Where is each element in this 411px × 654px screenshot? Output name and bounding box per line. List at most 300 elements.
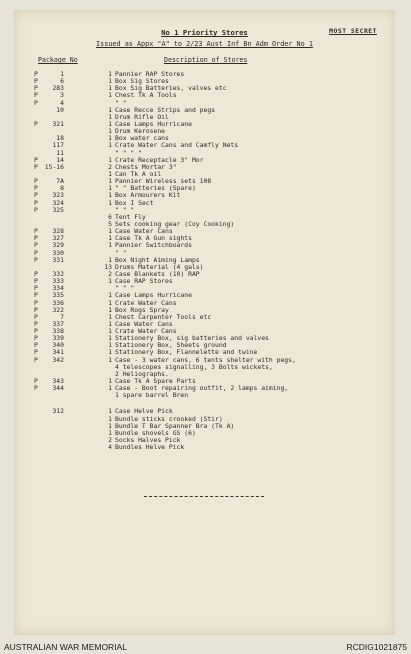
quantity: 2 bbox=[108, 162, 112, 171]
package-prefix: P bbox=[34, 84, 38, 93]
package-prefix bbox=[34, 392, 42, 399]
spacer bbox=[70, 221, 104, 228]
package-number: 15-16 bbox=[44, 162, 64, 171]
package-prefix: P bbox=[34, 384, 38, 393]
quantity: 1 bbox=[108, 341, 112, 350]
item-description: Case Lamps Hurricane bbox=[115, 292, 192, 300]
archive-reference: RCDIG1021875 bbox=[346, 641, 407, 652]
item-description: Pannier Switchboards bbox=[115, 242, 192, 250]
stores-row bbox=[34, 250, 379, 257]
item-description: Drum Kerosene bbox=[115, 128, 166, 136]
package-prefix: P bbox=[34, 312, 38, 321]
item-description: Case Helve Pick bbox=[115, 408, 173, 416]
stores-row bbox=[34, 100, 379, 107]
quantity: 1 bbox=[108, 177, 112, 186]
item-description: Case Lamps Hurricane bbox=[115, 120, 192, 128]
package-prefix: P bbox=[34, 348, 38, 357]
package-number bbox=[42, 444, 70, 451]
quantity: 1 bbox=[108, 234, 112, 243]
stores-row bbox=[34, 342, 379, 349]
stores-row bbox=[34, 114, 379, 121]
quantity bbox=[104, 364, 115, 371]
stores-row bbox=[34, 200, 379, 207]
package-number: 1 bbox=[60, 70, 64, 78]
item-description: Pannier RAP Stores bbox=[115, 71, 185, 78]
package-prefix: P bbox=[34, 319, 38, 328]
stores-row bbox=[34, 378, 379, 385]
package-prefix bbox=[34, 408, 42, 415]
package-prefix: P bbox=[34, 177, 38, 186]
package-prefix: P bbox=[34, 227, 38, 236]
closing-rule bbox=[144, 496, 264, 497]
spacer bbox=[70, 142, 104, 149]
package-number: 11 bbox=[56, 148, 64, 157]
package-prefix: P bbox=[34, 241, 38, 250]
quantity: 2 bbox=[108, 269, 112, 278]
item-description: Case RAP Stores bbox=[115, 278, 173, 286]
stores-row bbox=[34, 121, 379, 128]
spacer bbox=[70, 171, 104, 178]
section-gap bbox=[34, 399, 379, 408]
column-header-description: Description of Stores bbox=[164, 56, 248, 64]
stores-row bbox=[34, 423, 379, 430]
spacer bbox=[70, 235, 104, 242]
item-description: 2 Heliographs. bbox=[115, 370, 169, 378]
package-number: 6 bbox=[60, 77, 64, 86]
stores-row bbox=[34, 314, 379, 321]
item-description: Box water cans bbox=[115, 135, 169, 143]
quantity: 1 bbox=[108, 428, 112, 437]
item-description: Stationery Box, Sheets ground bbox=[115, 342, 227, 350]
spacer bbox=[70, 107, 104, 114]
stores-row bbox=[34, 85, 379, 92]
archive-name: AUSTRALIAN WAR MEMORIAL bbox=[4, 641, 127, 652]
package-prefix bbox=[34, 416, 42, 423]
quantity: 1 bbox=[108, 377, 112, 386]
spacer bbox=[70, 242, 104, 249]
package-prefix: P bbox=[34, 277, 38, 286]
package-prefix: P bbox=[34, 327, 38, 336]
stores-row bbox=[34, 178, 379, 185]
spacer bbox=[70, 335, 104, 342]
stores-row bbox=[34, 228, 379, 235]
package-number: 18 bbox=[56, 134, 64, 143]
spacer bbox=[70, 200, 104, 207]
quantity: 5 bbox=[108, 219, 112, 228]
package-prefix: P bbox=[34, 248, 38, 257]
spacer bbox=[70, 444, 104, 451]
item-description: Box Night Aiming Lamps bbox=[115, 256, 200, 264]
stores-row bbox=[34, 242, 379, 249]
spacer bbox=[70, 250, 104, 257]
spacer bbox=[70, 207, 104, 214]
package-prefix: P bbox=[34, 77, 38, 86]
package-number bbox=[42, 392, 70, 399]
stores-row bbox=[34, 430, 379, 437]
package-number: 328 bbox=[52, 227, 64, 236]
item-description: Crate Water Cans and Camfly Nets bbox=[115, 142, 239, 150]
package-number: 324 bbox=[52, 198, 64, 207]
item-description: " " bbox=[115, 249, 127, 257]
package-number: 117 bbox=[52, 141, 64, 150]
package-prefix: P bbox=[34, 162, 38, 171]
item-description: Can Tk A oil bbox=[115, 170, 162, 178]
package-prefix: P bbox=[34, 334, 38, 343]
spacer bbox=[70, 164, 104, 171]
package-number bbox=[42, 437, 70, 444]
item-description: " " " bbox=[115, 206, 135, 214]
package-prefix bbox=[34, 135, 42, 142]
package-number: 327 bbox=[52, 234, 64, 243]
spacer bbox=[70, 430, 104, 437]
package-prefix: P bbox=[34, 298, 38, 307]
quantity: 1 bbox=[108, 227, 112, 236]
stores-row bbox=[34, 335, 379, 342]
quantity: 1 bbox=[108, 127, 112, 136]
stores-row bbox=[34, 285, 379, 292]
package-number: 8 bbox=[60, 184, 64, 193]
item-description: Box I Sect bbox=[115, 199, 154, 207]
spacer bbox=[70, 114, 104, 121]
quantity: 1 bbox=[108, 119, 112, 128]
spacer bbox=[70, 423, 104, 430]
spacer bbox=[70, 264, 104, 271]
spacer bbox=[70, 85, 104, 92]
item-description: Chest Tk A Tools bbox=[115, 92, 177, 100]
spacer bbox=[70, 278, 104, 285]
spacer bbox=[70, 78, 104, 85]
package-prefix bbox=[34, 142, 42, 149]
package-number bbox=[42, 416, 70, 423]
spacer bbox=[70, 150, 104, 157]
package-prefix: P bbox=[34, 184, 38, 193]
stores-row bbox=[34, 444, 379, 451]
package-number: 339 bbox=[52, 334, 64, 343]
stores-row bbox=[34, 92, 379, 99]
stores-row bbox=[34, 214, 379, 221]
package-number: 312 bbox=[52, 407, 64, 416]
package-number: 3 bbox=[60, 91, 64, 100]
stores-row bbox=[34, 408, 379, 415]
item-description: Crate Water Cans bbox=[115, 328, 177, 336]
item-description: Case - 3 water cans, 6 tents shelter with pegs, bbox=[115, 356, 296, 364]
item-description: Case Tk A Spare Parts bbox=[115, 378, 196, 386]
package-prefix: P bbox=[34, 284, 38, 293]
package-prefix: P bbox=[34, 91, 38, 100]
item-description: Case Water Cans bbox=[115, 320, 173, 328]
package-number: 338 bbox=[52, 327, 64, 336]
stores-row bbox=[34, 185, 379, 192]
document-title: No 1 Priority Stores bbox=[161, 28, 248, 37]
quantity: 1 bbox=[108, 277, 112, 286]
spacer bbox=[70, 357, 104, 364]
item-description: Chest Carpenter Tools etc bbox=[115, 313, 212, 321]
package-prefix bbox=[34, 128, 42, 135]
package-prefix bbox=[34, 107, 42, 114]
package-prefix: P bbox=[34, 305, 38, 314]
quantity: 1 bbox=[108, 77, 112, 86]
item-description: Chests Mortar 3" bbox=[115, 163, 177, 171]
stores-row bbox=[34, 357, 379, 364]
package-number bbox=[42, 430, 70, 437]
stores-row bbox=[34, 164, 379, 171]
quantity: 1 bbox=[108, 319, 112, 328]
spacer bbox=[70, 257, 104, 264]
package-number: 332 bbox=[52, 269, 64, 278]
spacer bbox=[70, 300, 104, 307]
quantity: 1 bbox=[108, 298, 112, 307]
spacer bbox=[70, 371, 104, 378]
spacer bbox=[70, 178, 104, 185]
package-prefix: P bbox=[34, 355, 38, 364]
package-number: 336 bbox=[52, 298, 64, 307]
stores-row bbox=[34, 278, 379, 285]
stores-row bbox=[34, 292, 379, 299]
spacer bbox=[70, 349, 104, 356]
stores-row bbox=[34, 271, 379, 278]
stores-row bbox=[34, 416, 379, 423]
package-number: 331 bbox=[52, 255, 64, 264]
quantity: 1 bbox=[108, 198, 112, 207]
stores-row bbox=[34, 157, 379, 164]
package-prefix bbox=[34, 423, 42, 430]
item-description: Bundle T Bar Spanner Bra (Tk A) bbox=[115, 422, 235, 430]
spacer bbox=[70, 342, 104, 349]
item-description: Box Rogs Spray bbox=[115, 306, 169, 314]
package-prefix: P bbox=[34, 70, 38, 78]
spacer bbox=[70, 385, 104, 392]
stores-row bbox=[34, 307, 379, 314]
item-description: " " Batteries (Spare) bbox=[115, 185, 196, 193]
spacer bbox=[70, 157, 104, 164]
document-subtitle: Issued as Appx "A" to 2/23 Aust Inf Bn Adm Order No 1 bbox=[96, 40, 313, 48]
stores-row bbox=[34, 71, 379, 78]
item-description: Bundle shovels GS (6) bbox=[115, 429, 196, 437]
quantity: 1 bbox=[108, 155, 112, 164]
item-description: " " " " bbox=[115, 149, 142, 157]
stores-row bbox=[34, 371, 379, 378]
spacer bbox=[70, 416, 104, 423]
package-prefix: P bbox=[34, 191, 38, 200]
package-number: 340 bbox=[52, 341, 64, 350]
package-number: 7 bbox=[60, 312, 64, 321]
spacer bbox=[70, 285, 104, 292]
quantity: 1 bbox=[108, 305, 112, 314]
spacer bbox=[70, 228, 104, 235]
quantity bbox=[104, 392, 115, 399]
package-number: 325 bbox=[52, 205, 64, 214]
spacer bbox=[70, 314, 104, 321]
item-description: Box Sig Stores bbox=[115, 78, 169, 86]
quantity: 1 bbox=[108, 112, 112, 121]
item-description: Tent Fly bbox=[115, 213, 146, 221]
stores-row bbox=[34, 257, 379, 264]
package-prefix: P bbox=[34, 155, 38, 164]
package-number: 335 bbox=[52, 291, 64, 300]
stores-row bbox=[34, 437, 379, 444]
stores-row bbox=[34, 171, 379, 178]
spacer bbox=[70, 100, 104, 107]
package-number: 7A bbox=[56, 177, 64, 186]
spacer bbox=[70, 321, 104, 328]
stores-row bbox=[34, 264, 379, 271]
quantity: 4 bbox=[108, 443, 112, 452]
item-description: Stationery Box, sig batteries and valves bbox=[115, 335, 269, 343]
package-number: 283 bbox=[52, 84, 64, 93]
package-number: 341 bbox=[52, 348, 64, 357]
package-number: 330 bbox=[52, 248, 64, 257]
package-prefix: P bbox=[34, 98, 38, 107]
package-number: 321 bbox=[52, 119, 64, 128]
stores-row bbox=[34, 364, 379, 371]
package-number bbox=[42, 423, 70, 430]
item-description: Crate Water Cans bbox=[115, 299, 177, 307]
package-number: 344 bbox=[52, 384, 64, 393]
security-stamp: MOST SECRET bbox=[329, 27, 377, 35]
stores-row bbox=[34, 235, 379, 242]
item-description: Case Water Cans bbox=[115, 228, 173, 236]
quantity: 1 bbox=[108, 191, 112, 200]
package-prefix: P bbox=[34, 255, 38, 264]
spacer bbox=[70, 271, 104, 278]
spacer bbox=[70, 408, 104, 415]
quantity: 1 bbox=[108, 91, 112, 100]
spacer bbox=[70, 135, 104, 142]
quantity: 1 bbox=[108, 241, 112, 250]
spacer bbox=[70, 214, 104, 221]
package-prefix: P bbox=[34, 291, 38, 300]
item-description: Drums Material (4 gals) bbox=[115, 263, 204, 271]
package-prefix: P bbox=[34, 341, 38, 350]
stores-row bbox=[34, 221, 379, 228]
package-number: 4 bbox=[60, 98, 64, 107]
item-description: " " bbox=[115, 99, 127, 107]
stores-row bbox=[34, 392, 379, 399]
quantity: 1 bbox=[108, 334, 112, 343]
quantity: 1 bbox=[108, 70, 112, 78]
item-description: " " " bbox=[115, 285, 135, 293]
spacer bbox=[70, 71, 104, 78]
package-number bbox=[42, 364, 70, 371]
quantity: 6 bbox=[108, 212, 112, 221]
package-prefix: P bbox=[34, 119, 38, 128]
package-number: 334 bbox=[52, 284, 64, 293]
package-number: 14 bbox=[56, 155, 64, 164]
package-number: 342 bbox=[52, 355, 64, 364]
item-description: Box Sig Batteries, valves etc bbox=[115, 85, 227, 93]
quantity: 1 bbox=[108, 312, 112, 321]
stores-row bbox=[34, 328, 379, 335]
item-description: Case - Boot repairing outfit, 2 lamps aiming, bbox=[115, 385, 289, 393]
package-prefix bbox=[34, 430, 42, 437]
item-description: Drum Rifle Oil bbox=[115, 113, 169, 121]
spacer bbox=[70, 185, 104, 192]
package-number: 337 bbox=[52, 319, 64, 328]
quantity: 2 bbox=[108, 436, 112, 445]
stores-row bbox=[34, 150, 379, 157]
spacer bbox=[70, 121, 104, 128]
quantity: 1 bbox=[108, 414, 112, 423]
quantity: 1 bbox=[108, 169, 112, 178]
package-number: 10 bbox=[56, 105, 64, 114]
spacer bbox=[70, 437, 104, 444]
stores-list bbox=[34, 71, 379, 451]
stores-row bbox=[34, 207, 379, 214]
package-prefix bbox=[34, 437, 42, 444]
item-description: Bundle sticks crooked (Stir) bbox=[115, 415, 223, 423]
quantity: 1 bbox=[108, 184, 112, 193]
quantity: 1 bbox=[108, 84, 112, 93]
item-description: Sets cooking gear (Coy Cooking) bbox=[115, 220, 235, 228]
quantity: 1 bbox=[108, 407, 112, 416]
spacer bbox=[70, 92, 104, 99]
item-description: 1 spare barrel Bren bbox=[115, 392, 189, 400]
package-prefix: P bbox=[34, 198, 38, 207]
stores-row bbox=[34, 128, 379, 135]
spacer bbox=[70, 364, 104, 371]
stores-row bbox=[34, 321, 379, 328]
quantity: 1 bbox=[108, 384, 112, 393]
package-prefix bbox=[34, 214, 42, 221]
stores-row bbox=[34, 78, 379, 85]
quantity: 1 bbox=[108, 134, 112, 143]
stores-row bbox=[34, 107, 379, 114]
quantity: 1 bbox=[108, 348, 112, 357]
spacer bbox=[70, 392, 104, 399]
stores-row bbox=[34, 349, 379, 356]
item-description: Bundles Helve Pick bbox=[115, 444, 185, 452]
stores-row bbox=[34, 192, 379, 199]
package-prefix bbox=[34, 364, 42, 371]
item-description: Pannier Wireless sets 108 bbox=[115, 178, 212, 186]
document-page bbox=[14, 10, 395, 635]
package-prefix bbox=[34, 444, 42, 451]
stores-row bbox=[34, 385, 379, 392]
item-description: Case Tk A Gun sights bbox=[115, 235, 192, 243]
spacer bbox=[70, 307, 104, 314]
package-prefix: P bbox=[34, 205, 38, 214]
item-description: Case Recce Strips and pegs bbox=[115, 106, 216, 114]
package-number: 322 bbox=[52, 305, 64, 314]
package-number: 333 bbox=[52, 277, 64, 286]
item-description: 4 telescopes signalling, 3 Bolts wickets, bbox=[115, 363, 273, 371]
spacer bbox=[70, 128, 104, 135]
archive-footer bbox=[0, 639, 411, 654]
package-number bbox=[42, 214, 70, 221]
package-prefix: P bbox=[34, 377, 38, 386]
package-prefix: P bbox=[34, 269, 38, 278]
quantity: 1 bbox=[108, 141, 112, 150]
quantity: 1 bbox=[108, 421, 112, 430]
stores-row bbox=[34, 142, 379, 149]
spacer bbox=[70, 378, 104, 385]
spacer bbox=[70, 192, 104, 199]
package-number: 323 bbox=[52, 191, 64, 200]
column-header-package: Package No bbox=[38, 56, 78, 64]
spacer bbox=[70, 328, 104, 335]
item-description: Socks Halves Pick bbox=[115, 437, 181, 445]
quantity: 13 bbox=[104, 262, 112, 271]
package-number: 343 bbox=[52, 377, 64, 386]
package-number: 329 bbox=[52, 241, 64, 250]
stores-row bbox=[34, 300, 379, 307]
item-description: Case Blankets (10) RAP bbox=[115, 270, 200, 278]
quantity: 1 bbox=[108, 355, 112, 364]
item-description: Crate Receptacle 3" Mor bbox=[115, 156, 204, 164]
quantity: 1 bbox=[108, 327, 112, 336]
quantity: 1 bbox=[108, 105, 112, 114]
package-prefix: P bbox=[34, 234, 38, 243]
